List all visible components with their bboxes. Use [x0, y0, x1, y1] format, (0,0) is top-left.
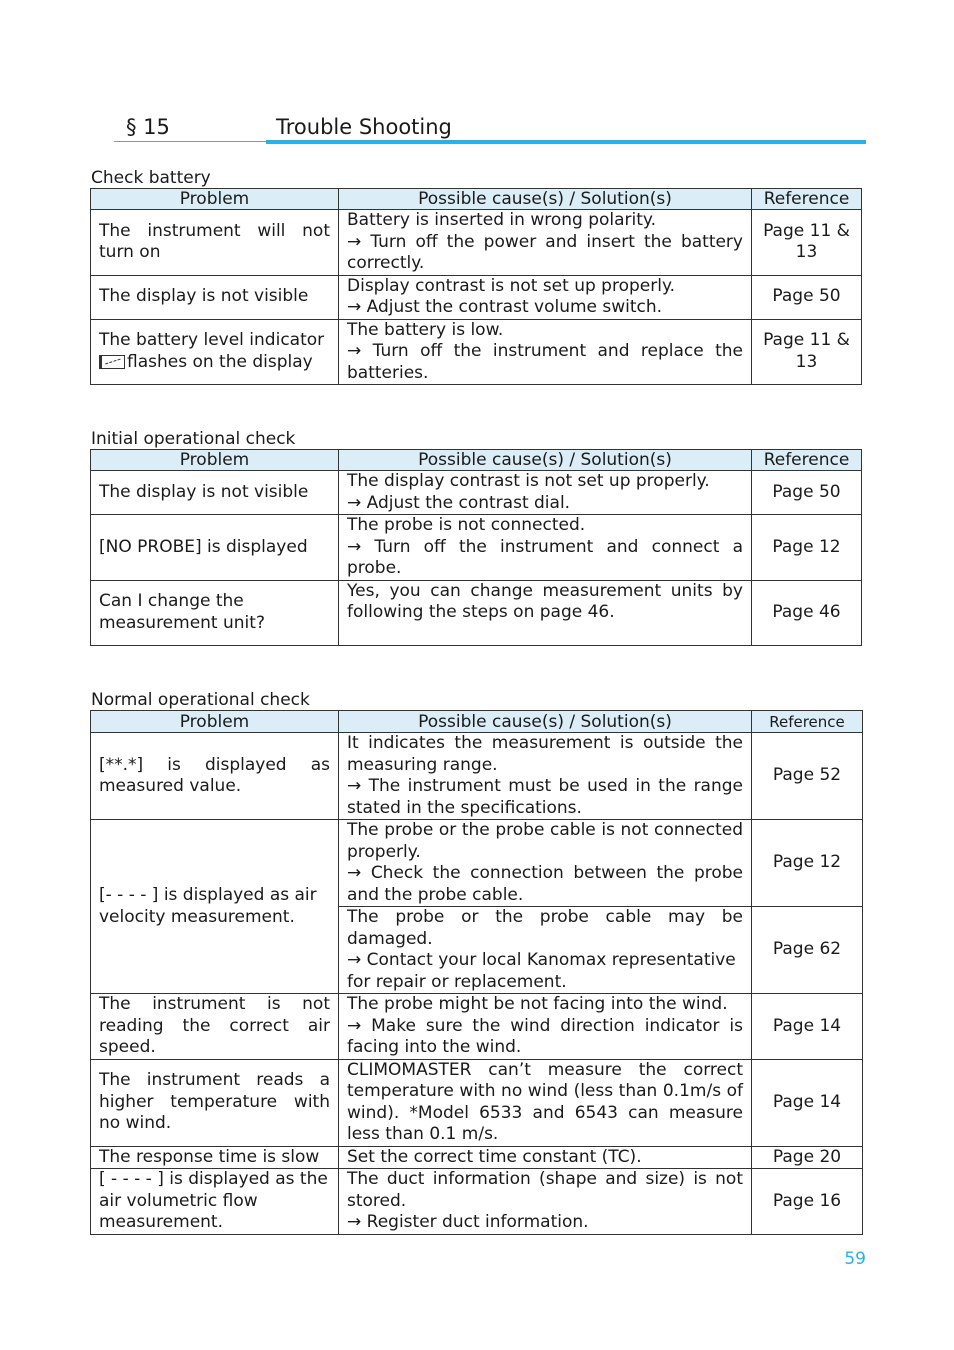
battery-section	[90, 168, 862, 385]
reference-cell: Page 20	[752, 1146, 863, 1169]
reference-cell: Page 11 & 13	[752, 319, 862, 385]
table-caption: Check battery	[91, 168, 211, 188]
problem-cell: [- - - - ] is displayed as air velocity measurement.	[91, 820, 339, 994]
header-problem: Problem	[91, 711, 339, 733]
cause-line: → Turn off the instrument and replace the batteries.	[347, 341, 743, 383]
problem-cell: The response time is slow	[91, 1146, 339, 1169]
page-number: 59	[844, 1249, 866, 1269]
table-header-row	[91, 450, 862, 471]
table-row	[91, 275, 862, 319]
cause-line: → Make sure the wind direction indicator is facing into the wind.	[347, 1015, 743, 1057]
reference-cell: Page 52	[752, 733, 863, 820]
reference-cell: Page 46	[752, 580, 862, 645]
cause-cell	[339, 275, 752, 319]
header-reference: Reference	[752, 189, 862, 210]
normal-table	[90, 710, 863, 1235]
problem-cell: The display is not visible	[91, 471, 339, 515]
cause-cell	[339, 580, 752, 645]
reference-cell: Page 12	[752, 515, 862, 581]
header-rule-thick	[266, 140, 866, 144]
cause-cell	[339, 319, 752, 385]
section-number: § 15	[126, 115, 170, 139]
cause-cell	[339, 994, 752, 1060]
header-cause: Possible cause(s) / Solution(s)	[339, 711, 752, 733]
cause-line: → Contact your local Kanomax representative for repair or replacement.	[347, 950, 736, 992]
cause-cell	[339, 907, 752, 994]
problem-cell: Can I change the measurement unit?	[91, 580, 339, 645]
table-row	[91, 1169, 863, 1235]
cause-line: The display contrast is not set up properly.	[347, 471, 710, 491]
reference-cell: Page 12	[752, 820, 863, 907]
table-row	[91, 1146, 863, 1169]
table-row	[91, 580, 862, 645]
problem-cell: The instrument is not reading the correct air speed.	[91, 994, 339, 1060]
table-row	[91, 515, 862, 581]
reference-cell: Page 14	[752, 1059, 863, 1146]
cause-line: The probe is not connected.	[347, 515, 586, 535]
cause-line: → Adjust the contrast volume switch.	[347, 297, 663, 317]
reference-cell: Page 50	[752, 275, 862, 319]
cause-line: The probe or the probe cable may be damaged.	[347, 907, 743, 949]
table-row	[91, 319, 862, 385]
table-row	[91, 733, 863, 820]
reference-cell: Page 62	[752, 907, 863, 994]
reference-cell: Page 50	[752, 471, 862, 515]
reference-cell: Page 14	[752, 994, 863, 1060]
table-row	[91, 471, 862, 515]
cause-line: The probe or the probe cable is not connected properly.	[347, 820, 743, 862]
header-reference: Reference	[752, 450, 862, 471]
header-problem: Problem	[91, 189, 339, 210]
cause-line: Yes, you can change measurement units by following the steps on page 46.	[347, 580, 743, 622]
section-title: Trouble Shooting	[276, 115, 452, 139]
cause-line: → Register duct information.	[347, 1212, 589, 1232]
cause-line: → Turn off the power and insert the battery correctly.	[347, 231, 743, 273]
problem-text: flashes on the display	[127, 351, 313, 372]
table-header-row	[91, 711, 863, 733]
cause-cell	[339, 1146, 752, 1169]
cause-line: Set the correct time constant (TC).	[347, 1146, 642, 1167]
problem-cell: The instrument reads a higher temperature with no wind.	[91, 1059, 339, 1146]
table-row	[91, 820, 863, 907]
problem-cell	[91, 319, 339, 385]
cause-line: The duct information (shape and size) is not stored.	[347, 1169, 743, 1211]
table-row	[91, 210, 862, 276]
cause-line: → Check the connection between the probe and the probe cable.	[347, 863, 743, 905]
cause-line: → Adjust the contrast dial.	[347, 492, 571, 513]
table-row	[91, 1059, 863, 1146]
battery-table	[90, 188, 862, 385]
cause-line: The probe might be not facing into the wind.	[347, 994, 728, 1014]
header-problem: Problem	[91, 450, 339, 471]
battery-indicator-icon	[99, 355, 125, 369]
table-row	[91, 994, 863, 1060]
problem-cell: The display is not visible	[91, 275, 339, 319]
cause-cell	[339, 471, 752, 515]
problem-cell: [ - - - - ] is displayed as the air volumetric flow measurement.	[91, 1169, 339, 1235]
cause-cell	[339, 210, 752, 276]
normal-section	[90, 690, 863, 1235]
problem-cell: The instrument will not turn on	[91, 210, 339, 276]
problem-cell: [NO PROBE] is displayed	[91, 515, 339, 581]
cause-cell	[339, 1169, 752, 1235]
header-cause: Possible cause(s) / Solution(s)	[339, 189, 752, 210]
table-caption: Initial operational check	[91, 429, 296, 449]
cause-cell	[339, 733, 752, 820]
initial-table	[90, 449, 862, 646]
table-header-row	[91, 189, 862, 210]
cause-line: Display contrast is not set up properly.	[347, 275, 675, 296]
initial-section	[90, 429, 862, 646]
cause-line: It indicates the measurement is outside the measuring range.	[347, 733, 743, 775]
cause-line: CLIMOMASTER can’t measure the correct temperature with no wind (less than 0.1m/s of wind). *Model 6533 and 6543 can measure less than 0.1 m/s.	[347, 1059, 743, 1144]
header-rule-thin	[114, 141, 268, 142]
cause-line: Battery is inserted in wrong polarity.	[347, 210, 656, 230]
cause-line: → The instrument must be used in the range stated in the specifications.	[347, 776, 743, 818]
problem-text: The battery level indicator	[99, 330, 325, 351]
cause-cell	[339, 820, 752, 907]
reference-cell: Page 11 & 13	[752, 210, 862, 276]
cause-cell	[339, 1059, 752, 1146]
cause-cell	[339, 515, 752, 581]
header-cause: Possible cause(s) / Solution(s)	[339, 450, 752, 471]
table-caption: Normal operational check	[91, 690, 310, 710]
header-reference: Reference	[752, 711, 863, 733]
cause-line: The battery is low.	[347, 319, 504, 340]
cause-line: → Turn off the instrument and connect a probe.	[347, 536, 743, 578]
reference-cell: Page 16	[752, 1169, 863, 1235]
problem-cell: [**.*] is displayed as measured value.	[91, 733, 339, 820]
section-header	[114, 112, 866, 146]
